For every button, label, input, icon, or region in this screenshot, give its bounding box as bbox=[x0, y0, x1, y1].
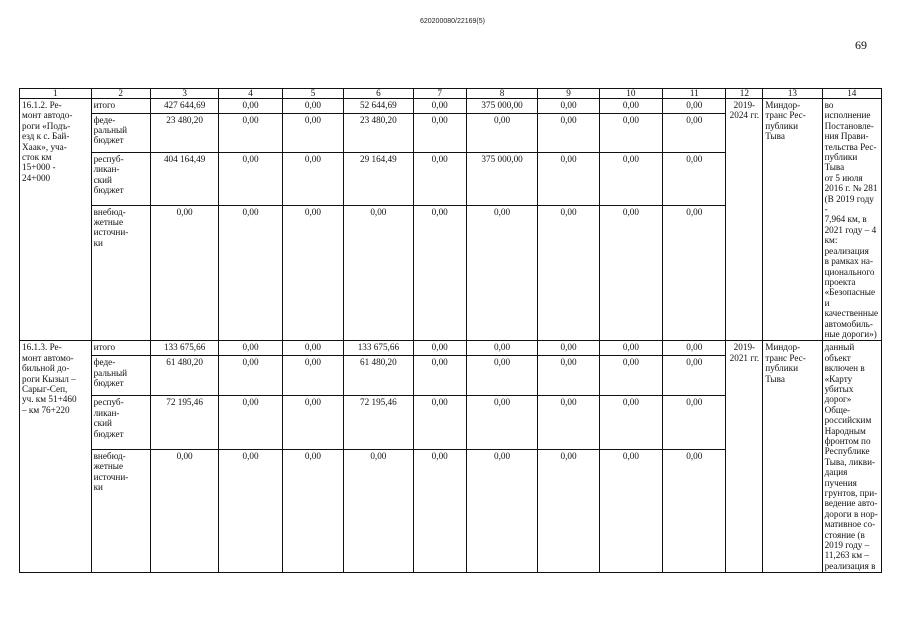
amount-cell: 0,00 bbox=[599, 99, 662, 114]
amount-cell: 0,00 bbox=[282, 113, 343, 152]
amount-cell: 0,00 bbox=[663, 113, 726, 152]
amount-cell: 0,00 bbox=[599, 449, 662, 573]
funding-source: внебюд- жетные источни- ки bbox=[91, 205, 150, 341]
table-row bbox=[20, 341, 882, 356]
document-id: 620200080/22169(5) bbox=[419, 18, 485, 25]
executor: Миндор- транс Рес- публики Тыва bbox=[763, 99, 822, 341]
amount-cell: 0,00 bbox=[282, 449, 343, 573]
column-number: 14 bbox=[822, 89, 881, 99]
column-number-row bbox=[20, 89, 882, 99]
amount-cell: 0,00 bbox=[150, 205, 219, 341]
implementation-period: 2019- 2021 гг. bbox=[726, 341, 763, 573]
amount-cell: 72 195,46 bbox=[344, 396, 414, 449]
amount-cell: 375 000,00 bbox=[466, 153, 538, 206]
object-name: 16.1.3. Ре- монт автомо- бильной до- роги Кызыл – Сарыг-Сеп, уч. км 51+460 – км 76+220 bbox=[20, 341, 92, 573]
amount-cell: 52 644,69 bbox=[344, 99, 414, 114]
amount-cell: 0,00 bbox=[219, 205, 282, 341]
amount-cell: 0,00 bbox=[219, 99, 282, 114]
amount-cell: 0,00 bbox=[538, 113, 599, 152]
amount-cell: 72 195,46 bbox=[150, 396, 219, 449]
amount-cell: 0,00 bbox=[282, 153, 343, 206]
funding-source: феде- ральный бюджет bbox=[91, 356, 150, 396]
amount-cell: 23 480,20 bbox=[344, 113, 414, 152]
amount-cell: 61 480,20 bbox=[344, 356, 414, 396]
amount-cell: 0,00 bbox=[663, 153, 726, 206]
amount-cell: 0,00 bbox=[344, 205, 414, 341]
table-row bbox=[20, 99, 882, 114]
amount-cell: 0,00 bbox=[663, 205, 726, 341]
amount-cell: 0,00 bbox=[538, 99, 599, 114]
column-number: 8 bbox=[466, 89, 538, 99]
funding-source: респуб- ликан- ский бюджет bbox=[91, 153, 150, 206]
implementation-period: 2019- 2024 гг. bbox=[726, 99, 763, 341]
funding-source: респуб- ликан- ский бюджет bbox=[91, 396, 150, 449]
budget-table bbox=[19, 88, 882, 573]
amount-cell: 0,00 bbox=[219, 153, 282, 206]
amount-cell: 0,00 bbox=[219, 341, 282, 356]
amount-cell: 133 675,66 bbox=[344, 341, 414, 356]
column-number: 3 bbox=[150, 89, 219, 99]
amount-cell: 0,00 bbox=[599, 356, 662, 396]
amount-cell: 0,00 bbox=[413, 449, 466, 573]
amount-cell: 0,00 bbox=[466, 356, 538, 396]
amount-cell: 375 000,00 bbox=[466, 99, 538, 114]
amount-cell: 0,00 bbox=[663, 449, 726, 573]
amount-cell: 0,00 bbox=[599, 153, 662, 206]
amount-cell: 0,00 bbox=[282, 99, 343, 114]
amount-cell: 0,00 bbox=[219, 396, 282, 449]
amount-cell: 0,00 bbox=[599, 396, 662, 449]
column-number: 11 bbox=[663, 89, 726, 99]
amount-cell: 0,00 bbox=[538, 356, 599, 396]
amount-cell: 0,00 bbox=[413, 99, 466, 114]
executor: Миндор- транс Рес- публики Тыва bbox=[763, 341, 822, 573]
column-number: 2 bbox=[91, 89, 150, 99]
amount-cell: 0,00 bbox=[413, 113, 466, 152]
amount-cell: 0,00 bbox=[282, 396, 343, 449]
amount-cell: 0,00 bbox=[413, 341, 466, 356]
column-number: 6 bbox=[344, 89, 414, 99]
amount-cell: 0,00 bbox=[663, 396, 726, 449]
funding-source: феде- ральный бюджет bbox=[91, 113, 150, 152]
amount-cell: 0,00 bbox=[538, 153, 599, 206]
amount-cell: 0,00 bbox=[219, 356, 282, 396]
column-number: 9 bbox=[538, 89, 599, 99]
amount-cell: 133 675,66 bbox=[150, 341, 219, 356]
object-name: 16.1.2. Ре- монт автодо- роги «Подъ- езд к с. Бай- Хаак», уча- сток км 15+000 - 24+000 bbox=[20, 99, 92, 341]
amount-cell: 0,00 bbox=[466, 205, 538, 341]
amount-cell: 0,00 bbox=[466, 396, 538, 449]
amount-cell: 0,00 bbox=[466, 341, 538, 356]
amount-cell: 0,00 bbox=[538, 449, 599, 573]
amount-cell: 0,00 bbox=[344, 449, 414, 573]
column-number: 13 bbox=[763, 89, 822, 99]
amount-cell: 0,00 bbox=[219, 113, 282, 152]
column-number: 5 bbox=[282, 89, 343, 99]
column-number: 4 bbox=[219, 89, 282, 99]
amount-cell: 61 480,20 bbox=[150, 356, 219, 396]
amount-cell: 404 164,49 bbox=[150, 153, 219, 206]
page-number: 69 bbox=[855, 38, 867, 52]
amount-cell: 0,00 bbox=[413, 396, 466, 449]
amount-cell: 0,00 bbox=[282, 205, 343, 341]
amount-cell: 0,00 bbox=[663, 341, 726, 356]
amount-cell: 0,00 bbox=[413, 356, 466, 396]
amount-cell: 0,00 bbox=[663, 356, 726, 396]
amount-cell: 0,00 bbox=[538, 205, 599, 341]
amount-cell: 0,00 bbox=[538, 396, 599, 449]
amount-cell: 0,00 bbox=[413, 153, 466, 206]
column-number: 1 bbox=[20, 89, 92, 99]
amount-cell: 0,00 bbox=[538, 341, 599, 356]
amount-cell: 0,00 bbox=[599, 113, 662, 152]
amount-cell: 0,00 bbox=[282, 356, 343, 396]
amount-cell: 0,00 bbox=[466, 449, 538, 573]
amount-cell: 0,00 bbox=[466, 113, 538, 152]
amount-cell: 23 480,20 bbox=[150, 113, 219, 152]
note: во исполнение Постановле- ния Прави- тельства Рес- публики Тыва от 5 июля 2016 г. № 281 (В 2019 году - 7,964 км, в 2021 году – 4 км: реализация в рамках на- ционального проекта «Безопасные и качественные автомобиль- ные дороги») bbox=[822, 99, 881, 341]
funding-source: внебюд- жетные источни- ки bbox=[91, 449, 150, 573]
funding-source: итого bbox=[91, 341, 150, 356]
amount-cell: 427 644,69 bbox=[150, 99, 219, 114]
amount-cell: 0,00 bbox=[150, 449, 219, 573]
amount-cell: 0,00 bbox=[663, 99, 726, 114]
column-number: 10 bbox=[599, 89, 662, 99]
amount-cell: 0,00 bbox=[282, 341, 343, 356]
amount-cell: 0,00 bbox=[413, 205, 466, 341]
column-number: 12 bbox=[726, 89, 763, 99]
amount-cell: 0,00 bbox=[599, 205, 662, 341]
amount-cell: 0,00 bbox=[219, 449, 282, 573]
funding-source: итого bbox=[91, 99, 150, 114]
note: данный объект включен в «Карту убитых дорог» Обще- российским Народным фронтом по Республике Тыва, ликви- дация пучения грунтов, при- ведение авто- дороги в нор- мативное со- стояние (в 2019 году – 11,263 км – реализация в bbox=[822, 341, 881, 573]
column-number: 7 bbox=[413, 89, 466, 99]
amount-cell: 0,00 bbox=[599, 341, 662, 356]
amount-cell: 29 164,49 bbox=[344, 153, 414, 206]
